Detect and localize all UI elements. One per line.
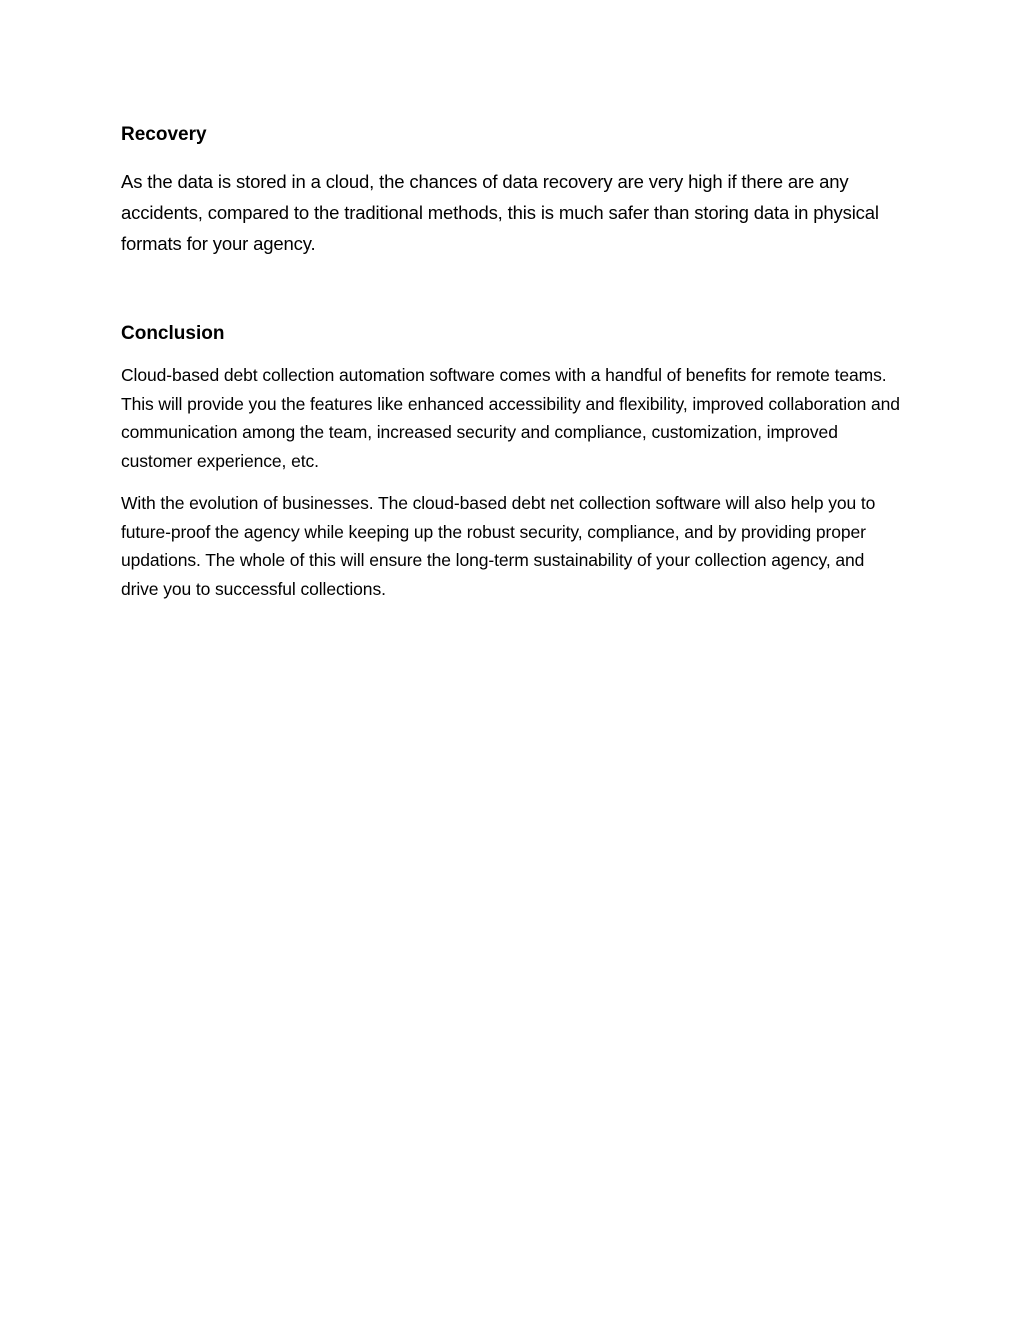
conclusion-paragraph-2: With the evolution of businesses. The cloud-based debt net collection software will also help you to future-proof the agency while keeping up the robust security, compliance, and by providing proper updations. The whole of this will ensure the long-term sustainability of your collection agency, and drive you to successful collections.: [121, 492, 876, 599]
recovery-section: [121, 122, 903, 259]
recovery-paragraph: As the data is stored in a cloud, the chances of data recovery are very high if there are any accidents, compared to the traditional methods, this is much safer than storing data in physical formats for your agency.: [121, 171, 879, 254]
conclusion-heading: Conclusion: [121, 323, 225, 344]
document-content: [121, 122, 903, 617]
recovery-heading: Recovery: [121, 124, 207, 145]
conclusion-paragraph-1: Cloud-based debt collection automation software comes with a handful of benefits for remote teams. This will provide you the features like enhanced accessibility and flexibility, improved collaboration and communication among the team, increased security and compliance, customization, improved customer experience, etc.: [121, 365, 900, 472]
conclusion-section: [121, 321, 903, 604]
